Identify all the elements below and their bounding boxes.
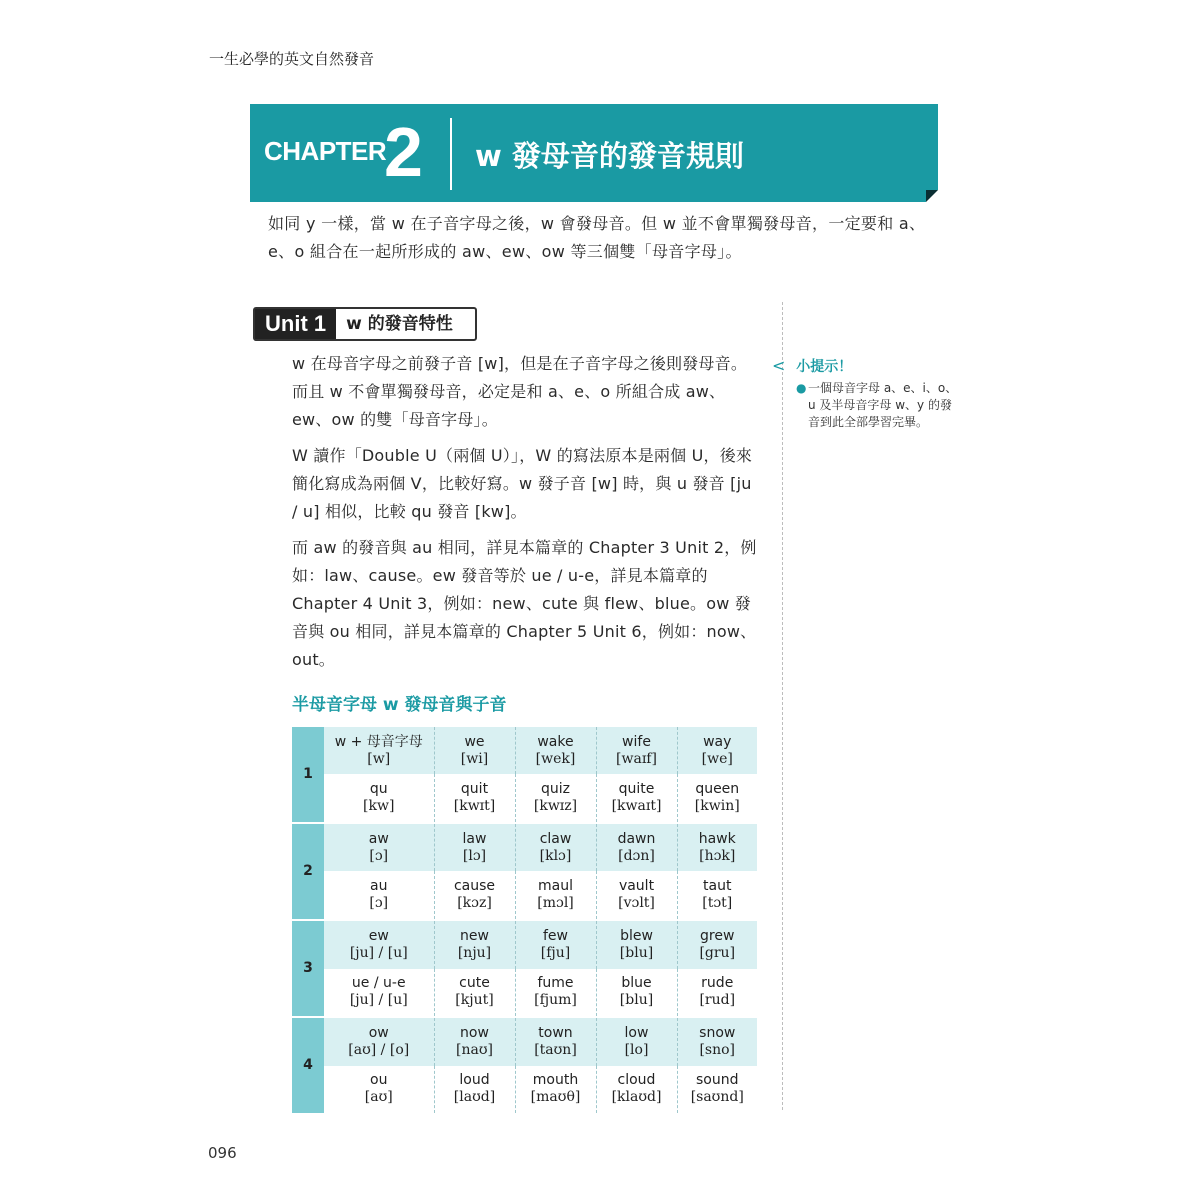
example-word: law [462, 830, 487, 847]
example-word: cause [453, 878, 496, 895]
body-paragraph: 而 aw 的發音與 au 相同，詳見本篇章的 Chapter 3 Unit 2，例如：law、cause。ew 發音等於 ue / u-e，詳見本篇章的 Chapter 4 Unit 3，例如：new、cute 與 flew、blue。ow 發音與 ou 相同，詳見本篇章的 Chapter 5 Unit 6，例如：now、out。 [292, 538, 757, 669]
example-word: quiz [541, 781, 570, 797]
example-cell [596, 774, 677, 823]
body-paragraph: W 讀作「Double U（兩個 U）」，W 的寫法原本是兩個 U，後來簡化寫成為兩個 V，比較好寫。w 發子音 [w] 時，與 u 發音 [ju / u] 相似，比較 qu 發音 [kw]。 [292, 446, 753, 521]
pattern-cell [324, 727, 434, 774]
page-number: 096 [208, 1144, 237, 1162]
example-cell [677, 727, 757, 774]
example-word: new [460, 927, 489, 944]
phonetic-transcription: [aʊ] / [o] [348, 1041, 410, 1058]
chapter-label: CHAPTER [264, 136, 387, 166]
example-word: quite [618, 781, 655, 797]
page-fold-corner [926, 190, 938, 202]
table-row [292, 727, 757, 774]
intro-paragraph: 如同 y 一樣，當 w 在子音字母之後，w 會發母音。但 w 並不會單獨發母音，一定要和 a、e、o 組合在一起所形成的 aw、ew、ow 等三個雙「母音字母」。 [268, 214, 926, 261]
example-cell [677, 871, 757, 920]
phonetic-transcription: [wi] [460, 750, 489, 767]
example-word: fume [537, 975, 574, 992]
phonetic-transcription: [w] [367, 750, 391, 767]
tip-box [772, 356, 962, 431]
body-paragraph: w 在母音字母之前發子音 [w]，但是在子音字母之後則發母音。而且 w 不會單獨發母音，必定是和 a、e、o 所組合成 aw、ew、ow 的雙「母音字母」。 [292, 354, 748, 429]
example-cell [596, 969, 677, 1018]
example-word: hawk [698, 830, 736, 847]
pattern-cell [324, 969, 434, 1018]
example-word: wake [537, 733, 574, 750]
phonetic-transcription: [blu] [619, 944, 654, 961]
bullet-icon: ● [796, 381, 807, 395]
example-cell [596, 1066, 677, 1113]
example-cell [677, 774, 757, 823]
phonetic-transcription: [hɔk] [699, 847, 736, 864]
example-cell [515, 1017, 596, 1066]
group-number: 3 [292, 920, 324, 1017]
phonetic-transcription: [wek] [535, 750, 576, 767]
tip-heading-text: 小提示！ [796, 359, 853, 375]
tip-text: 一個母音字母 a、e、i、o、u 及半母音字母 w、y 的發音到此全部學習完畢。 [808, 381, 958, 429]
example-word: cloud [617, 1072, 656, 1089]
letter-pattern: ou [370, 1072, 388, 1089]
example-word: cute [459, 975, 490, 992]
example-cell [677, 1066, 757, 1113]
example-cell [677, 1017, 757, 1066]
example-word: sound [696, 1072, 739, 1089]
pattern-cell [324, 823, 434, 872]
example-cell [596, 823, 677, 872]
example-word: town [538, 1024, 573, 1041]
example-word: few [543, 927, 568, 944]
phonetic-transcription: [ju] / [u] [349, 944, 408, 961]
phonetic-transcription: [aʊ] [364, 1089, 393, 1106]
example-cell [434, 1017, 515, 1066]
example-word: quit [460, 781, 489, 797]
phonetic-transcription: [sno] [699, 1041, 736, 1058]
example-word: grew [700, 927, 735, 944]
group-number: 4 [292, 1017, 324, 1113]
example-word: taut [703, 878, 732, 895]
example-word: loud [459, 1072, 490, 1089]
example-word: queen [695, 781, 740, 797]
group-number: 2 [292, 823, 324, 920]
unit-label: Unit 1 [255, 309, 336, 339]
phonetic-transcription: [kwin] [694, 798, 740, 814]
phonetic-transcription: [klɔ] [539, 847, 572, 864]
unit-tag [253, 307, 477, 341]
table-heading: 半母音字母 w 發母音與子音 [292, 695, 507, 715]
unit-title: w 的發音特性 [346, 314, 453, 334]
letter-pattern: ew [368, 927, 389, 944]
example-word: low [624, 1024, 649, 1041]
chapter-title: w 發母音的發音規則 [475, 139, 744, 173]
phonetic-transcription: [vɔlt] [618, 895, 655, 912]
phonetic-transcription: [ju] / [u] [349, 992, 408, 1009]
phonetic-transcription: [kw] [363, 798, 395, 814]
example-cell [596, 727, 677, 774]
letter-pattern: au [370, 878, 388, 895]
phonetic-transcription: [rud] [699, 992, 736, 1009]
phonetic-transcription: [blu] [619, 992, 654, 1009]
pattern-cell [324, 871, 434, 920]
example-cell [515, 969, 596, 1018]
example-word: dawn [617, 830, 656, 847]
phonetic-transcription: [lo] [624, 1041, 649, 1058]
body-text [292, 350, 758, 682]
phonetic-transcription: [kjut] [455, 992, 494, 1009]
pattern-cell [324, 1017, 434, 1066]
phonics-table [292, 727, 757, 1113]
letter-pattern: aw [368, 830, 389, 847]
group-number: 1 [292, 727, 324, 823]
example-cell [677, 969, 757, 1018]
chevron-left-icon: < [772, 356, 786, 375]
example-cell [515, 1066, 596, 1113]
example-word: claw [539, 830, 572, 847]
example-word: maul [538, 878, 573, 895]
table-row [292, 1066, 757, 1113]
example-cell [434, 920, 515, 969]
phonetic-transcription: [mɔl] [537, 895, 574, 912]
example-cell [434, 727, 515, 774]
example-word: now [460, 1024, 489, 1041]
example-cell [596, 1017, 677, 1066]
letter-pattern: ow [368, 1024, 389, 1041]
table-row [292, 823, 757, 872]
example-cell [434, 1066, 515, 1113]
phonetic-transcription: [kɔz] [457, 895, 492, 912]
example-word: we [464, 733, 485, 750]
chapter-banner [250, 104, 938, 202]
pattern-cell [324, 1066, 434, 1113]
example-word: wife [622, 733, 651, 750]
phonetic-transcription: [lɔ] [462, 847, 487, 864]
example-cell [515, 920, 596, 969]
example-word: mouth [532, 1072, 579, 1089]
phonetic-transcription: [ɔ] [369, 847, 389, 864]
letter-pattern: ue / u-e [351, 975, 406, 992]
example-cell [515, 871, 596, 920]
example-word: vault [618, 878, 655, 895]
phonetic-transcription: [we] [701, 750, 733, 767]
example-cell [434, 774, 515, 823]
example-cell [596, 920, 677, 969]
phonetic-transcription: [kwɪt] [453, 798, 496, 814]
phonetic-transcription: [maʊθ] [530, 1089, 581, 1106]
phonetic-transcription: [dɔn] [618, 847, 655, 864]
table-row [292, 920, 757, 969]
phonetic-transcription: [laʊd] [453, 1089, 496, 1106]
example-cell [677, 823, 757, 872]
example-cell [596, 871, 677, 920]
example-cell [677, 920, 757, 969]
phonetic-transcription: [taʊn] [534, 1041, 577, 1058]
phonetic-transcription: [gru] [699, 944, 736, 961]
phonetic-transcription: [fjum] [534, 992, 577, 1009]
table-row [292, 871, 757, 920]
example-cell [515, 823, 596, 872]
example-word: snow [699, 1024, 736, 1041]
letter-pattern: w + 母音字母 [334, 733, 423, 750]
pattern-cell [324, 920, 434, 969]
pattern-cell [324, 774, 434, 823]
table-row [292, 774, 757, 823]
phonetic-transcription: [kwɪz] [533, 798, 578, 814]
running-header: 一生必學的英文自然發音 [209, 50, 375, 68]
example-word: way [703, 733, 732, 750]
phonetic-transcription: [nju] [457, 944, 492, 961]
example-cell [434, 969, 515, 1018]
example-cell [515, 727, 596, 774]
phonetic-transcription: [klaʊd] [611, 1089, 662, 1106]
table-row [292, 1017, 757, 1066]
example-cell [434, 871, 515, 920]
phonetic-transcription: [kwaɪt] [611, 798, 662, 814]
phonetic-transcription: [fju] [540, 944, 571, 961]
chapter-number: 2 [384, 113, 423, 191]
tip-heading [772, 356, 962, 376]
example-word: blew [620, 927, 653, 944]
table-row [292, 969, 757, 1018]
phonetic-transcription: [ɔ] [369, 895, 389, 912]
phonetic-transcription: [waɪf] [616, 750, 657, 767]
example-cell [434, 823, 515, 872]
example-cell [515, 774, 596, 823]
example-word: rude [701, 975, 734, 992]
letter-pattern: qu [369, 781, 388, 797]
phonetic-transcription: [saʊnd] [690, 1089, 744, 1106]
phonetic-transcription: [naʊ] [456, 1041, 493, 1058]
banner-divider [450, 118, 452, 190]
phonetic-transcription: [tɔt] [702, 895, 733, 912]
example-word: blue [621, 975, 652, 992]
tip-body [772, 380, 962, 431]
